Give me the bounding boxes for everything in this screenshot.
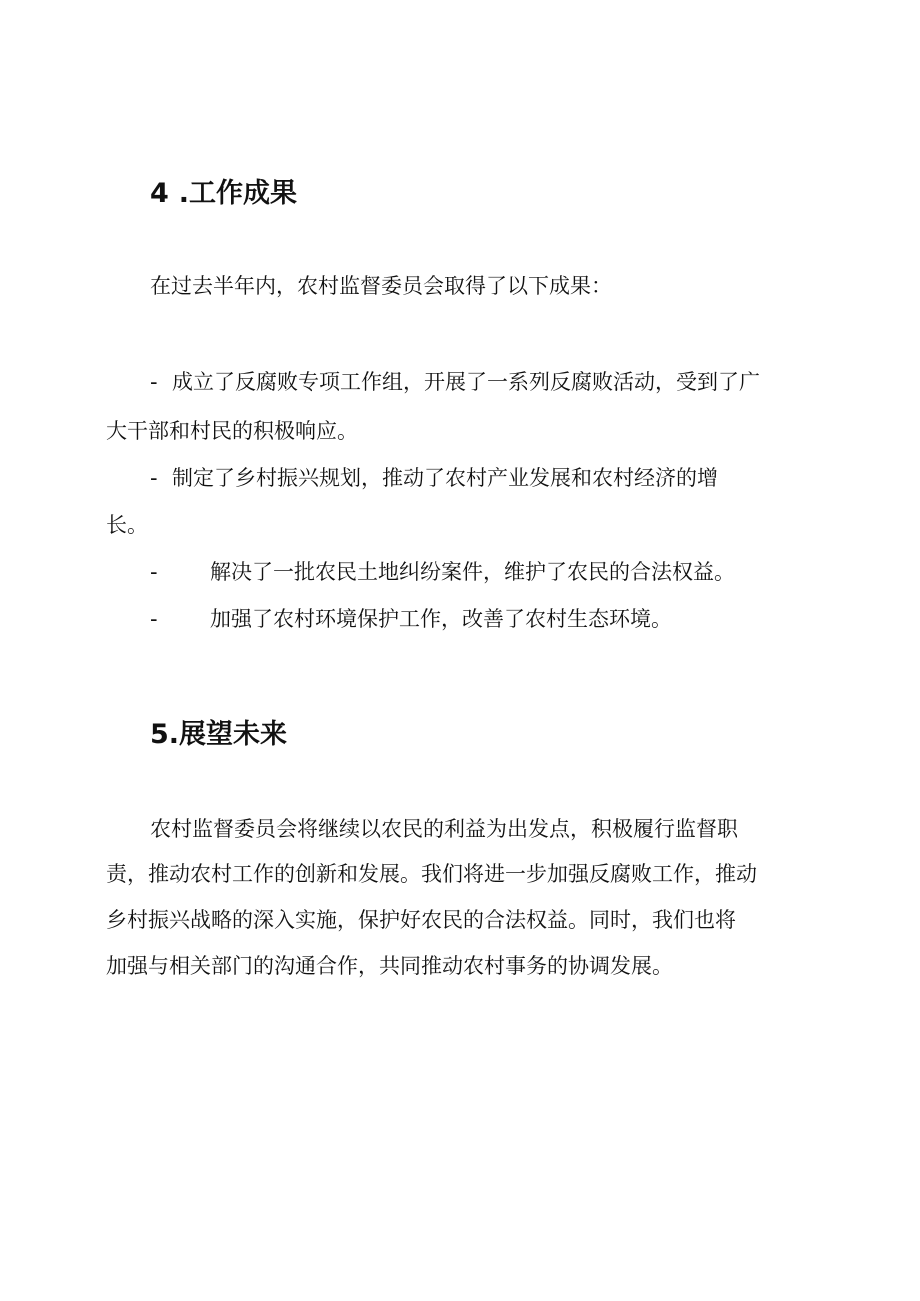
bullet-dash: - (150, 370, 158, 394)
section-4-number: 4 (150, 178, 169, 209)
list-item-text: 制定了乡村振兴规划，推动了农村产业发展和农村经济的增 (172, 466, 718, 490)
list-item-text: 加强了农村环境保护工作，改善了农村生态环境。 (210, 607, 672, 631)
list-item (150, 604, 672, 634)
bullet-dash: - (150, 607, 158, 631)
section-5-heading: 5.展望未来 (150, 719, 288, 750)
section-4-heading (150, 171, 297, 210)
section-4-title: .工作成果 (178, 178, 298, 209)
achievements-intro: 在过去半年内，农村监督委员会取得了以下成果： (150, 274, 612, 298)
list-item (150, 557, 735, 587)
list-item (150, 367, 760, 397)
outlook-paragraph-line: 责，推动农村工作的创新和发展。我们将进一步加强反腐败工作，推动 (106, 862, 757, 886)
list-item (150, 463, 718, 493)
outlook-paragraph-line: 农村监督委员会将继续以农民的利益为出发点，积极履行监督职 (150, 817, 738, 841)
list-item-continuation: 大干部和村民的积极响应。 (106, 419, 358, 443)
outlook-paragraph-line: 加强与相关部门的沟通合作，共同推动农村事务的协调发展。 (106, 954, 673, 978)
outlook-paragraph-line: 乡村振兴战略的深入实施，保护好农民的合法权益。同时，我们也将 (106, 908, 736, 932)
list-item-text: 解决了一批农民土地纠纷案件，维护了农民的合法权益。 (210, 560, 735, 584)
bullet-dash: - (150, 466, 158, 490)
list-item-continuation: 长。 (106, 513, 148, 537)
list-item-text: 成立了反腐败专项工作组，开展了一系列反腐败活动，受到了广 (172, 370, 760, 394)
bullet-dash: - (150, 560, 158, 584)
